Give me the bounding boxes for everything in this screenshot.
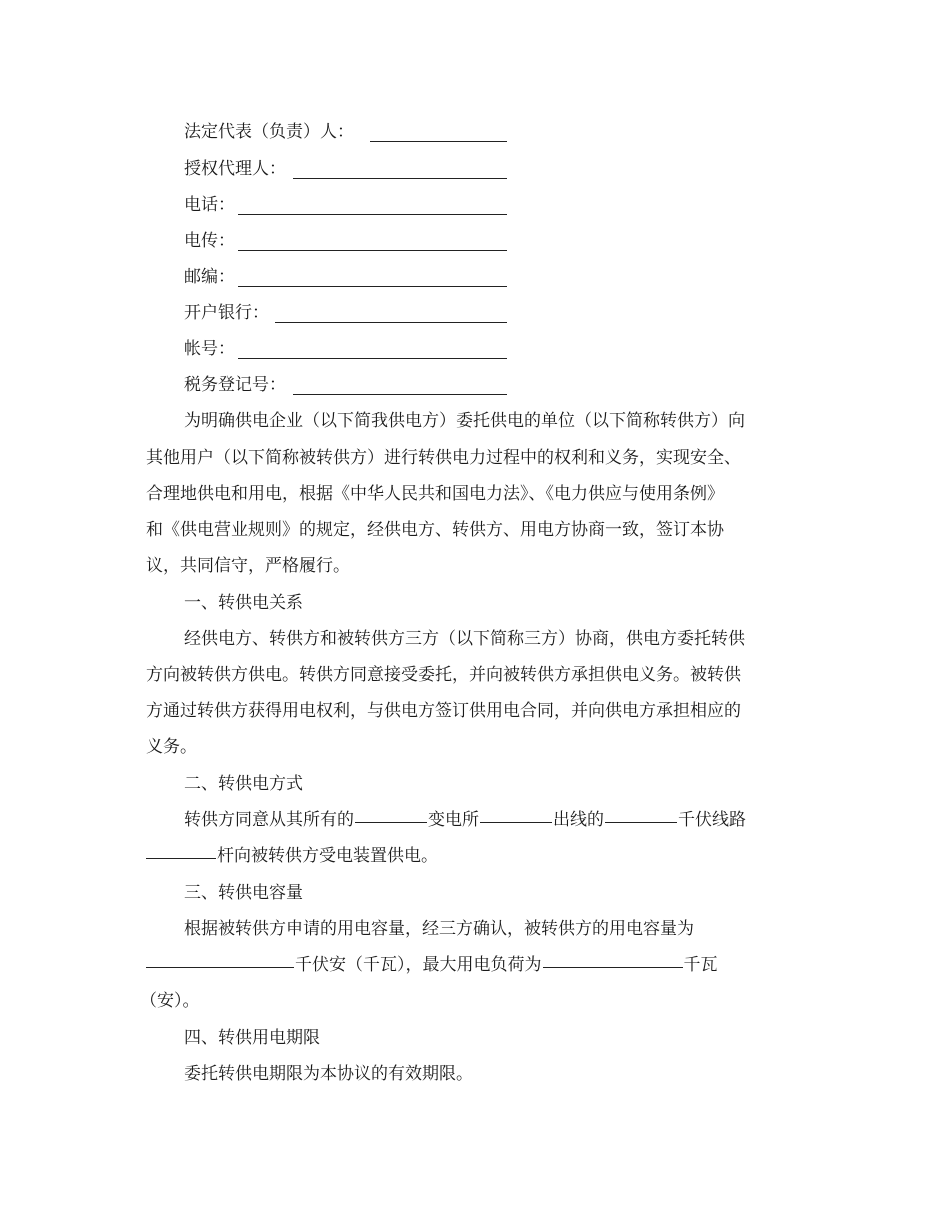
field-account [184,335,514,363]
fill-blank [238,214,507,215]
paragraph-line: 方通过转供方获得用电权利，与供电方签订供用电合同，并向供电方承担相应的 [146,701,741,721]
fill-blank [275,322,507,323]
section-heading: 四、转供用电期限 [184,1028,320,1048]
field-label: 帐号： [184,339,235,359]
text-segment: 千伏线路 [678,810,746,830]
paragraph-line: 合理地供电和用电，根据《中华人民共和国电力法》、《电力供应与使用条例》 [146,484,724,504]
section-heading: 一、转供电关系 [184,593,303,613]
paragraph-line: 义务。 [146,737,197,757]
section-heading: 二、转供电方式 [184,774,303,794]
text-segment: 千伏安（千瓦），最大用电负荷为 [295,955,542,975]
paragraph-line: 和《供电营业规则》的规定，经供电方、转供方、用电方协商一致，签订本协 [146,520,724,540]
paragraph-line: 委托转供电期限为本协议的有效期限。 [184,1064,473,1084]
field-label: 电话： [184,195,235,215]
fill-blank [370,141,507,142]
field-label: 邮编： [184,267,235,287]
text-segment: 千瓦 [683,955,718,975]
field-authorized-agent [184,155,514,183]
field-fax [184,227,514,255]
fill-blank [238,286,507,287]
paragraph-line: 其他用户（以下简称被转供方）进行转供电力过程中的权利和义务，实现安全、 [146,448,741,468]
fill-blank [480,822,552,823]
paragraph-line: 议，共同信守，严格履行。 [146,556,350,576]
field-label: 授权代理人： [184,159,286,179]
field-label: 法定代表（负责）人： [184,122,354,142]
paragraph-line: （安）。 [140,991,200,1011]
field-legal-representative [184,118,514,146]
fill-blank [238,358,507,359]
field-phone [184,191,514,219]
paragraph-line: 根据被转供方申请的用电容量，经三方确认，被转供方的用电容量为 [184,919,694,939]
fill-blank [355,822,427,823]
fill-blank [293,394,507,395]
field-label: 税务登记号： [184,375,286,395]
fill-blank [543,967,683,968]
paragraph-line: 为明确供电企业（以下简我供电方）委托供电的单位（以下简称转供方）向 [184,411,745,431]
paragraph-line [184,806,746,834]
fill-blank [146,858,216,859]
field-label: 开户银行： [184,303,269,323]
field-tax-id [184,371,514,399]
fill-blank [293,178,507,179]
fill-blank [146,967,294,968]
text-segment: 杆向被转供方受电装置供电。 [217,846,438,866]
text-segment: 出线的 [553,810,604,830]
field-label: 电传： [184,231,235,251]
paragraph-line [146,951,718,979]
paragraph-line: 经供电方、转供方和被转供方三方（以下简称三方）协商，供电方委托转供 [184,629,745,649]
text-segment: 转供方同意从其所有的 [184,810,354,830]
fill-blank [605,822,677,823]
field-postcode [184,263,514,291]
section-heading: 三、转供电容量 [184,883,303,903]
paragraph-line: 方向被转供方供电。转供方同意接受委托，并向被转供方承担供电义务。被转供 [146,665,741,685]
text-segment: 变电所 [428,810,479,830]
paragraph-line [146,842,438,870]
field-bank [184,299,514,327]
fill-blank [238,250,507,251]
